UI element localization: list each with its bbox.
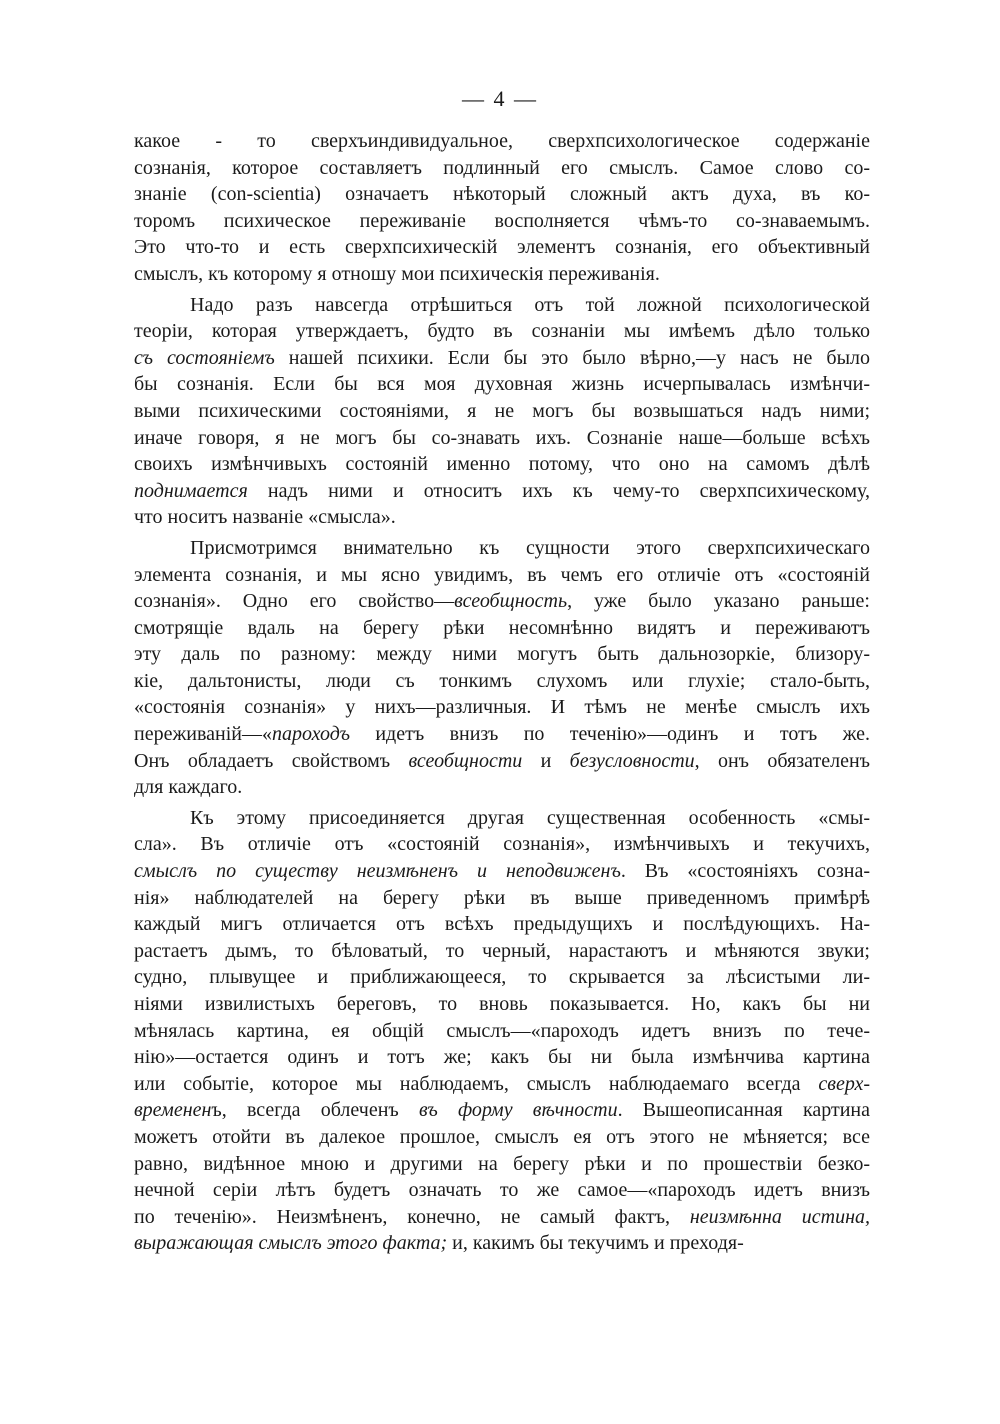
text-segment: теоріи, которая утверждаетъ, будто въ сознаніи мы имѣемъ дѣло только xyxy=(134,320,870,343)
text-line xyxy=(134,991,870,1018)
text-segment: или событіе, которое мы наблюдаемъ, смыслъ наблюдаемаго всегда xyxy=(134,1072,819,1095)
text-line xyxy=(134,1044,870,1071)
text-line xyxy=(134,1151,870,1178)
text-segment: сознанія». Одно его свойство— xyxy=(134,590,455,613)
text-line xyxy=(134,641,870,668)
text-line xyxy=(134,181,870,208)
text-segment: нія» наблюдателей на берегу рѣки въ выше приведенномъ примѣрѣ xyxy=(134,886,870,909)
text-line xyxy=(134,562,870,589)
text-line xyxy=(134,1071,870,1098)
page-number: — 4 — xyxy=(462,86,538,111)
text-line xyxy=(134,318,870,345)
text-line xyxy=(134,504,870,531)
italic-segment: безусловности xyxy=(569,749,695,772)
text-segment: смыслъ, къ которому я отношу мои психическія переживанія. xyxy=(134,262,660,285)
body-text xyxy=(134,128,870,1257)
text-line xyxy=(134,964,870,991)
text-segment: надъ ними и относитъ ихъ къ чему-то сверхпсихическому, xyxy=(247,479,870,502)
text-segment: , онъ обязателенъ xyxy=(694,749,871,772)
text-line xyxy=(134,451,870,478)
text-segment: знаніе (con-scientia) означаетъ нѣкоторый сложный актъ духа, въ ко- xyxy=(134,183,870,206)
text-line xyxy=(134,292,870,319)
text-segment: можетъ отойти въ далекое прошлое, смыслъ ея отъ этого не мѣняется; все xyxy=(134,1125,870,1148)
text-segment: и xyxy=(522,749,570,772)
text-line xyxy=(134,478,870,505)
italic-segment: выражающая смыслъ этого факта; xyxy=(134,1232,448,1255)
text-line xyxy=(134,938,870,965)
text-segment: , уже было указано раньше: xyxy=(567,590,870,613)
text-line xyxy=(134,208,870,235)
text-line xyxy=(134,694,870,721)
text-segment: бы сознанія. Если бы вся моя духовная жизнь исчерпывалась измѣнчи- xyxy=(134,373,870,396)
text-line xyxy=(134,1018,870,1045)
text-line xyxy=(134,588,870,615)
text-line xyxy=(134,831,870,858)
text-line xyxy=(134,128,870,155)
text-segment: мѣнялась картина, ея общій смыслъ—«пароходъ идетъ внизъ по тече- xyxy=(134,1019,870,1042)
text-line xyxy=(134,398,870,425)
italic-segment: временен xyxy=(134,1099,212,1122)
text-segment: Къ этому присоединяется другая существенная особенность «смы- xyxy=(190,806,870,829)
text-segment: нечной серіи лѣтъ будетъ означать то же самое—«пароходъ идетъ внизъ xyxy=(134,1179,870,1202)
italic-segment: поднимается xyxy=(134,479,248,502)
text-segment: какое - то сверхъиндивидуальное, сверхпсихологическое содержаніе xyxy=(134,130,870,152)
text-line xyxy=(134,615,870,642)
text-line xyxy=(134,1230,870,1257)
text-line xyxy=(134,721,870,748)
text-line xyxy=(134,1204,870,1231)
text-segment: Онъ обладаетъ свойствомъ xyxy=(134,749,409,772)
text-segment: и, какимъ бы текучимъ и преходя- xyxy=(447,1232,744,1255)
text-segment: растаетъ дымъ, то бѣловатый, то черный, нарастаютъ и мѣняются звуки; xyxy=(134,939,870,962)
text-segment: идетъ внизъ по теченію»—одинъ и тотъ же. xyxy=(349,723,870,746)
text-line xyxy=(134,748,870,775)
text-line xyxy=(134,1177,870,1204)
text-line xyxy=(134,261,870,288)
text-line xyxy=(134,425,870,452)
text-segment: иначе говоря, я не могъ бы со-знавать ихъ. Сознаніе наше—больше всѣхъ xyxy=(134,426,870,449)
text-segment: «состоянія сознанія» у нихъ—различныя. И тѣмъ не менѣе смыслъ ихъ xyxy=(134,696,870,719)
text-segment: переживаній—« xyxy=(134,723,272,746)
text-segment: элемента сознанія, и мы ясно увидимъ, въ чемъ его отличіе отъ «состояній xyxy=(134,563,870,586)
italic-segment: смыслъ по существу неизмѣненъ и неподвиженъ xyxy=(134,860,621,883)
text-segment: выми психическими состояніями, я не могъ бы возвышаться надъ ними; xyxy=(134,399,870,422)
text-line xyxy=(134,535,870,562)
text-segment: что носитъ названіе «смысла». xyxy=(134,506,396,529)
text-line xyxy=(134,155,870,182)
text-segment: кіе, дальтонисты, люди съ тонкимъ слухомъ или глухіе; стало-быть, xyxy=(134,669,870,692)
text-segment: ніями извилистыхъ береговъ, то вновь показывается. Но, какъ бы ни xyxy=(134,993,870,1015)
italic-segment: всеобщность xyxy=(454,590,568,613)
text-segment: эту даль по разному: между ними могутъ быть дальнозоркіе, близору- xyxy=(134,643,870,666)
text-segment: каждый мигъ отличается отъ всѣхъ предыдущихъ и послѣдующихъ. На- xyxy=(134,913,870,936)
text-segment: судно, плывущее и приближающееся, то скрывается за лѣсистыми ли- xyxy=(134,966,870,989)
text-segment: . Вышеописанная картина xyxy=(617,1099,870,1122)
text-segment: сла». Въ отличіе отъ «состояній сознанія», измѣнчивыхъ и текучихъ, xyxy=(134,833,870,856)
text-line xyxy=(134,911,870,938)
text-segment: по теченію». Неизмѣненъ, конечно, не самый фактъ, xyxy=(134,1205,690,1228)
text-segment: для каждаго. xyxy=(134,776,243,799)
text-line xyxy=(134,805,870,832)
text-line xyxy=(134,234,870,261)
text-segment: . Въ «состояніяхъ созна- xyxy=(620,860,870,883)
text-segment: ъ, всегда облеченъ xyxy=(211,1099,419,1122)
text-segment: равно, видѣнное мною и другими на берегу рѣки и по прошествіи безко- xyxy=(134,1152,870,1175)
text-line xyxy=(134,1097,870,1124)
italic-segment: неизмѣнна истина, xyxy=(689,1205,871,1228)
text-segment: Надо разъ навсегда отрѣшиться отъ той ложной психологической xyxy=(190,293,870,316)
italic-segment: пароходъ xyxy=(272,723,350,746)
text-segment: своихъ измѣнчивыхъ состояній именно потому, что оно на самомъ дѣлѣ xyxy=(134,453,870,476)
text-segment: Это что-то и есть сверхпсихическій элементъ сознанія, его объективный xyxy=(134,236,870,259)
text-line xyxy=(134,668,870,695)
text-segment: смотрящіе вдаль на берегу рѣки несомнѣнно видятъ и переживаютъ xyxy=(134,616,870,639)
text-segment: Присмотримся внимательно къ сущности этого сверхпсихическаго xyxy=(190,536,870,559)
text-line xyxy=(134,1124,870,1151)
text-line xyxy=(134,885,870,912)
text-segment: нашей психики. Если бы это было вѣрно,—у насъ не было xyxy=(274,346,870,369)
italic-segment: всеобщности xyxy=(408,749,523,772)
text-line xyxy=(134,371,870,398)
italic-segment: въ форму вѣчности xyxy=(418,1099,618,1122)
italic-segment: сверх- xyxy=(818,1072,870,1095)
text-line xyxy=(134,345,870,372)
text-segment: торомъ психическое переживаніе восполняется чѣмъ-то со-знаваемымъ. xyxy=(134,209,870,232)
text-segment: нію»—остается одинъ и тотъ же; какъ бы ни была измѣнчива картина xyxy=(134,1046,870,1069)
text-line xyxy=(134,858,870,885)
text-line xyxy=(134,774,870,801)
text-segment: сознанія, которое составляетъ подлинный его смыслъ. Самое слово со- xyxy=(134,156,870,179)
italic-segment: съ состояніемъ xyxy=(134,346,275,369)
